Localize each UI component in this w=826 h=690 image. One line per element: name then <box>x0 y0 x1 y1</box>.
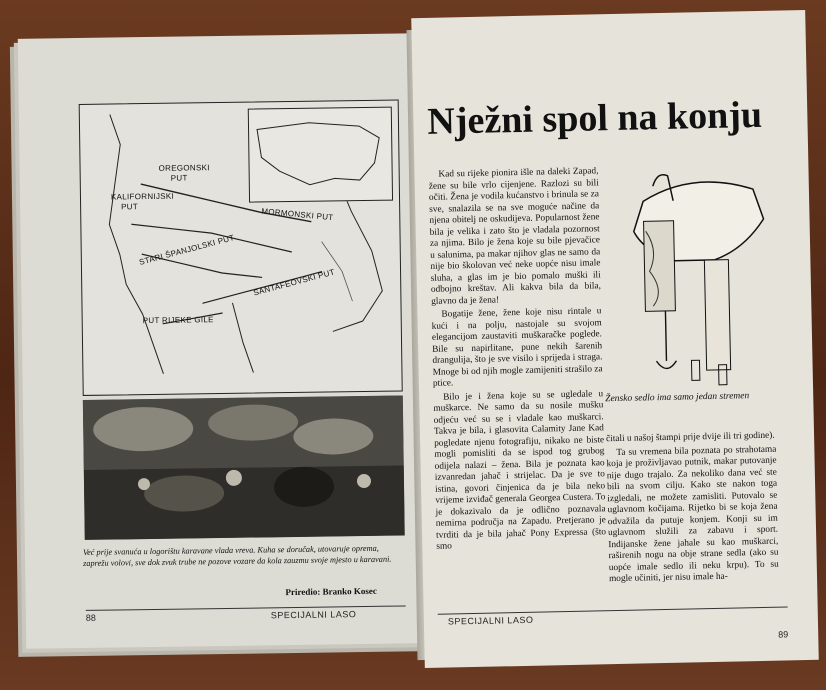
map-label-california-put: PUT <box>121 202 139 212</box>
page-number-left: 88 <box>85 612 96 623</box>
trails-map <box>79 100 403 396</box>
paragraph: Kad su rijeke pionira išle na daleki Zapad, žene su bile vrlo cijenjene. Razlozi su bili očiti. Žena je vodila kućanstvo i brinula se za sve, snalazila se na sve moguće načine da njena obitelj ne oskudijeva. Popularnost žene bila je velika i zato što je vladala pozornost za njima. Bilo je žena koje su bile pjevačice u salunima, pa makar njihov glas ne samo da nije bio školovan već neke uopće nisu imale sluha, a glas im je bio pomalo muški ili odbojno kreštav. Ali kakva bila da bila, glavno da je žena! <box>428 166 601 307</box>
map-label-california: KALIFORNIJSKI <box>110 191 175 202</box>
map-label-gila: PUT RIJEKE GILE <box>142 315 214 326</box>
map-label-santafe: SANTAFEOVSKI PUT <box>252 267 336 298</box>
right-footer <box>438 606 789 640</box>
paragraph: čitali u našoj štampi prije dvije ili tri godine). <box>605 430 775 445</box>
magazine-name-right: SPECIJALNI LASO <box>447 614 534 627</box>
illustration-caption: Već prije svanuća u logorištu karavane vlada vreva. Kuha se doručak, utovaruje oprema, zaprežu volovi, sve dok zvuk trube ne pozove vozare da kola zauzmu svoje mjesto u karavani. <box>82 543 392 568</box>
page-number-right: 89 <box>778 629 789 640</box>
paragraph: Bilo je i žena koje su se ugledale u muškarce. Ne samo da su nosile mušku odjeću već su se i vladale kao muškarci. Takva je bila, i glasovita Calamity Jane Kad pogledate njenu fotografiju, nikako ne biste mogli pomisliti da se ispod tog grubog odijela nalazi – žena. Bila je poznata kao izvanredan jahač i strijelac. Da je sve to istina, govori činjenica da je bila neko vrijeme izviđač generala Georgea Custera. To je dokazivalo da je odlično poznavala nemirna područja na Zapadu. Pretjerano je tvrditi da je bila jahač Pony Expressa (što smo <box>433 388 607 552</box>
sidesaddle-illustration <box>602 159 779 395</box>
left-page <box>18 33 426 649</box>
paragraph: Ta su vremena bila poznata po strahotama koja je proživljavao putnik, makar putovanje nije dugo trajalo. Za nekoliko dana već ste bili na svom cilju. Kako ste nakon toga izgledali, ne možete zamisliti. Putovalo se uglavnom kočijama. Rijetko bi se koja žena odvažila da putuje konjem. Konji su im uglavnom služili za zabavu i sport. Indijanske žene jahale su kao muškarci, raširenih nogu na obje strane sedla (ako su uopće imale sedlo ili neku krpu). To su mogle učiniti, jer nisu imale ha- <box>606 444 779 585</box>
right-page <box>411 10 819 668</box>
caravan-illustration <box>83 395 405 539</box>
map-label-oregon: OREGONSKI <box>158 163 210 173</box>
article-column-1 <box>428 166 606 555</box>
left-footer <box>85 605 406 623</box>
usa-inset-map <box>248 107 393 203</box>
article-credit: Priredio: Branko Kosec <box>285 585 377 598</box>
map-label-oregon-put: PUT <box>170 173 188 183</box>
article-column-2 <box>606 431 779 588</box>
paragraph: Bogatije žene, žene koje nisu rintale u kući i na polju, nastojale su svojom elegancijom zaustaviti muškaračke poglede. Bile su napirlitane, pune nekih šarenih drangulija, što je sve visilo i sprijeda i straga. Mnoge bi od njih mogle zamijeniti strašilo za ptice. <box>431 306 603 389</box>
magazine-name-left: SPECIJALNI LASO <box>270 609 357 621</box>
map-label-spanish: STARI ŠPANJOLSKI PUT <box>138 233 236 267</box>
article-title: Nježni spol na konju <box>426 93 763 143</box>
saddle-caption: Žensko sedlo ima samo jedan stremen <box>605 391 750 405</box>
map-label-mormon: MORMONSKI PUT <box>260 206 334 223</box>
